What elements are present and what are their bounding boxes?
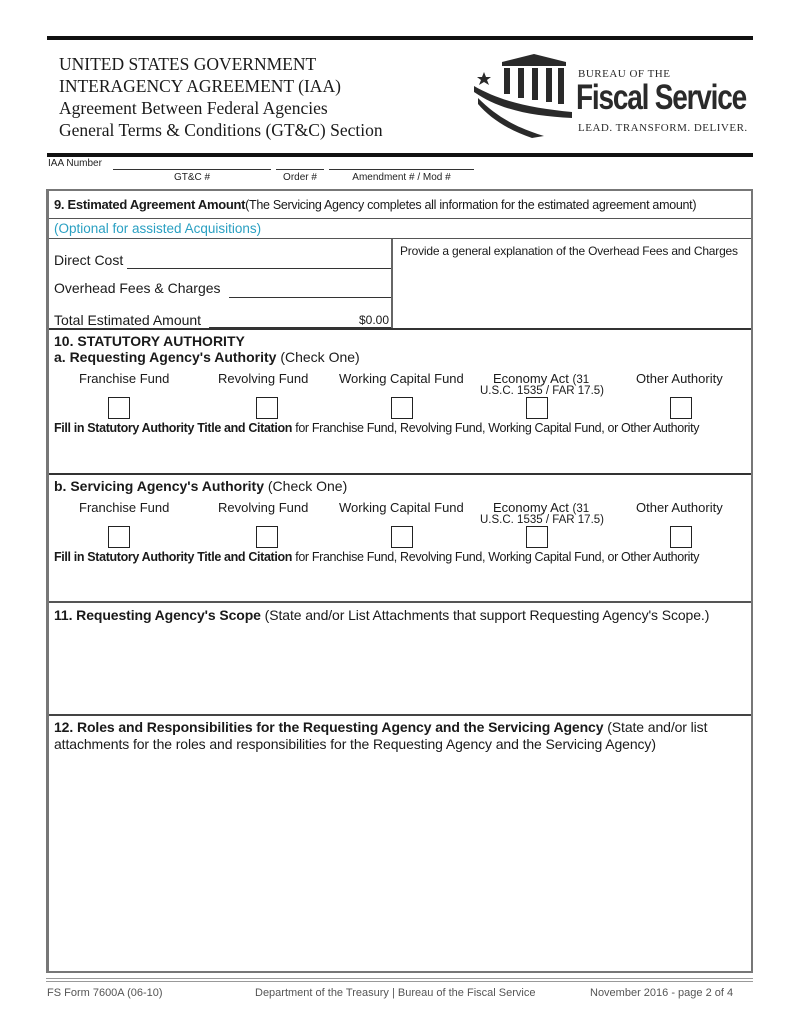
amendment-mod-caption: Amendment # / Mod #	[352, 172, 451, 183]
option-franchise-fund-label: Franchise Fund	[79, 500, 170, 515]
option-other-authority-label: Other Authority	[636, 371, 723, 386]
logo-fiscal-service-text: Fiscal Service	[576, 78, 746, 117]
requesting-revolving-fund-checkbox[interactable]	[256, 397, 278, 419]
header-rule	[47, 153, 753, 157]
order-number-field[interactable]	[276, 169, 324, 170]
section-11-heading	[54, 607, 709, 623]
footer-rule	[46, 978, 753, 979]
title-line-3: Agreement Between Federal Agencies	[59, 98, 328, 118]
section-12-heading	[54, 719, 749, 753]
direct-cost-field[interactable]	[127, 268, 391, 269]
requesting-working-capital-fund-checkbox[interactable]	[391, 397, 413, 419]
overhead-fees-label: Overhead Fees & Charges	[54, 280, 221, 296]
total-estimated-field[interactable]	[209, 327, 391, 328]
option-working-capital-fund-label: Working Capital Fund	[339, 371, 464, 386]
logo-bureau-text: BUREAU OF THE	[578, 68, 671, 80]
fiscal-service-logo	[472, 52, 752, 138]
section-12-note: (State and/or list attachments for the roles and responsibilities for the Requesting Agency and the Servicing Agency)	[54, 719, 708, 752]
section-10b-title	[54, 478, 347, 494]
section-11-title: 11. Requesting Agency's Scope	[54, 607, 261, 623]
requesting-fill-in-instructions: Fill in Statutory Authority Title and Citation for Franchise Fund, Revolving Fund, Working Capital Fund, or Other Authority	[54, 421, 700, 435]
option-franchise-fund-label: Franchise Fund	[79, 371, 170, 386]
logo-tagline: LEAD. TRANSFORM. DELIVER.	[578, 122, 748, 134]
total-estimated-label: Total Estimated Amount	[54, 312, 202, 328]
servicing-franchise-fund-checkbox[interactable]	[108, 526, 130, 548]
section-12-roles-responsibilities[interactable]	[49, 716, 751, 971]
section-9-header	[49, 191, 751, 219]
section-10b-hint: (Check One)	[267, 478, 348, 494]
servicing-fill-in-instructions: Fill in Statutory Authority Title and Citation for Franchise Fund, Revolving Fund, Working Capital Fund, or Other Authority	[54, 550, 700, 564]
option-economy-act-label: Economy Act (31	[493, 371, 590, 386]
servicing-working-capital-fund-checkbox[interactable]	[391, 526, 413, 548]
iaa-number-label: IAA Number	[48, 158, 102, 169]
requesting-franchise-fund-checkbox[interactable]	[108, 397, 130, 419]
amendment-mod-field[interactable]	[329, 169, 474, 170]
footer-department: Department of the Treasury | Bureau of the Fiscal Service	[255, 987, 536, 999]
servicing-other-authority-checkbox[interactable]	[670, 526, 692, 548]
section-10b-servicing-authority	[49, 475, 751, 603]
optional-assisted-acquisitions-note: (Optional for assisted Acquisitions)	[54, 221, 262, 236]
section-10a-label: a. Requesting Agency's Authority	[54, 349, 277, 365]
section-10-title: 10. STATUTORY AUTHORITY	[54, 333, 245, 349]
option-working-capital-fund-label: Working Capital Fund	[339, 500, 464, 515]
section-10a-title	[54, 349, 360, 365]
direct-cost-label: Direct Cost	[54, 252, 124, 268]
overhead-explanation-label: Provide a general explanation of the Overhead Fees and Charges	[400, 244, 738, 258]
option-economy-act-label: Economy Act (31	[493, 500, 590, 515]
section-9-optional-row	[49, 219, 751, 239]
section-12-title: 12. Roles and Responsibilities for the Requesting Agency and the Servicing Agency	[54, 719, 604, 735]
option-other-authority-label: Other Authority	[636, 500, 723, 515]
servicing-economy-act-checkbox[interactable]	[526, 526, 548, 548]
requesting-authority-citation-field[interactable]	[49, 438, 751, 473]
section-9-body	[49, 239, 751, 330]
top-rule	[47, 36, 753, 40]
section-9-title: 9. Estimated Agreement Amount	[54, 197, 246, 212]
requesting-other-authority-checkbox[interactable]	[670, 397, 692, 419]
option-economy-act-citation: U.S.C. 1535 / FAR 17.5)	[480, 514, 605, 526]
title-line-4: General Terms & Conditions (GT&C) Section	[59, 120, 383, 140]
title-line-2: INTERAGENCY AGREEMENT (IAA)	[59, 76, 341, 96]
requesting-economy-act-checkbox[interactable]	[526, 397, 548, 419]
gtc-number-caption: GT&C #	[173, 172, 211, 183]
footer-rule	[46, 981, 753, 982]
total-estimated-value: $0.00	[358, 313, 389, 327]
cost-fields	[49, 239, 393, 328]
treasury-building-star-swoosh-icon	[472, 52, 572, 138]
servicing-authority-citation-field[interactable]	[49, 567, 751, 601]
overhead-fees-field[interactable]	[229, 297, 391, 298]
overhead-explanation-field[interactable]	[395, 239, 751, 328]
gtc-form	[46, 189, 753, 973]
order-number-caption: Order #	[283, 172, 317, 183]
section-11-scope[interactable]	[49, 603, 751, 716]
footer-date-page: November 2016 - page 2 of 4	[590, 987, 734, 999]
option-economy-act-citation: U.S.C. 1535 / FAR 17.5)	[480, 385, 605, 397]
option-revolving-fund-label: Revolving Fund	[218, 371, 309, 386]
section-9-note: (The Servicing Agency completes all information for the estimated agreement amount)	[245, 198, 697, 212]
servicing-revolving-fund-checkbox[interactable]	[256, 526, 278, 548]
title-line-1: UNITED STATES GOVERNMENT	[59, 54, 317, 74]
section-10a-requesting-authority	[49, 330, 751, 475]
section-11-note: (State and/or List Attachments that support Requesting Agency's Scope.)	[260, 607, 710, 623]
section-10a-hint: (Check One)	[280, 349, 360, 365]
form-title-block	[59, 53, 383, 141]
option-revolving-fund-label: Revolving Fund	[218, 500, 309, 515]
footer-form-id: FS Form 7600A (06-10)	[47, 987, 163, 999]
section-10b-label: b. Servicing Agency's Authority	[54, 478, 264, 494]
gtc-number-field[interactable]	[113, 169, 271, 170]
